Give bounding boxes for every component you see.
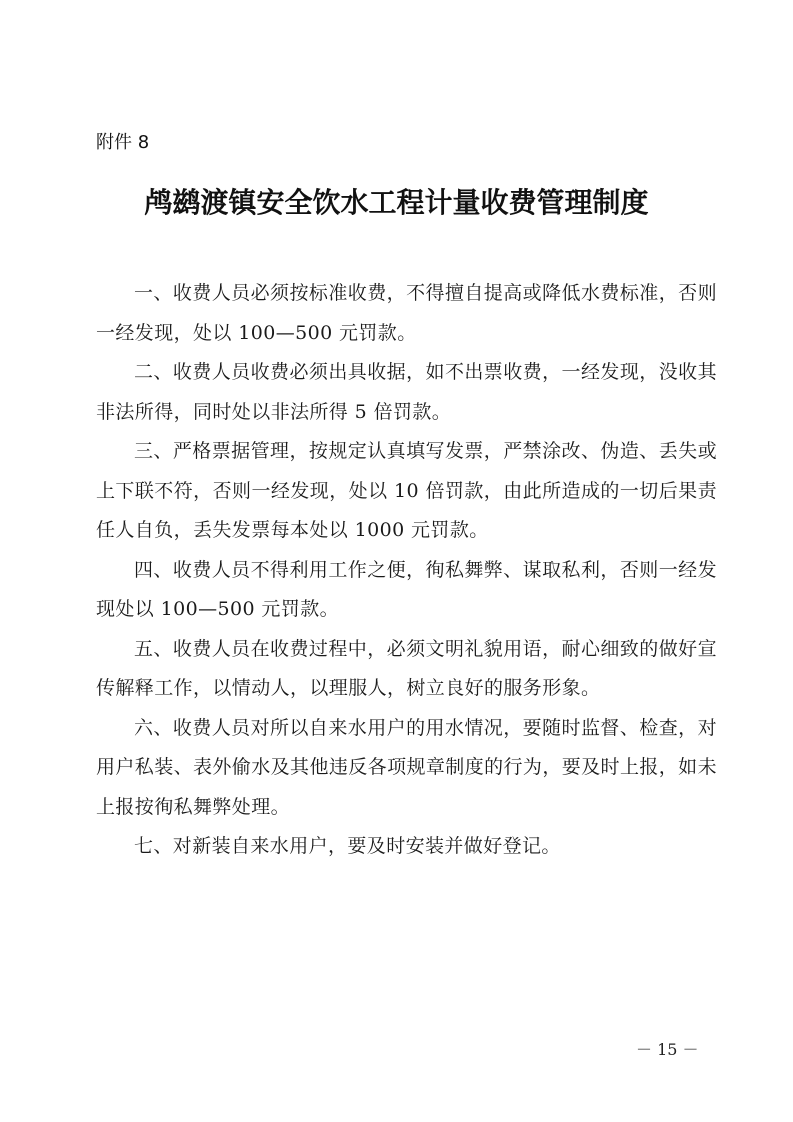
rule-paragraph-6: 六、收费人员对所以自来水用户的用水情况，要随时监督、检查，对用户私装、表外偷水及其他违反各项规章制度的行为，要及时上报，如未上报按徇私舞弊处理。 — [96, 716, 717, 818]
document-title: 鸬鹚渡镇安全饮水工程计量收费管理制度 — [144, 186, 649, 219]
rule-paragraph-4: 四、收费人员不得利用工作之便，徇私舞弊、谋取私利，否则一经发现处以 100—500 元罚款。 — [96, 558, 717, 620]
document-body — [96, 274, 717, 867]
attachment-label: 附件 8 — [96, 132, 150, 153]
rule-paragraph-1: 一、收费人员必须按标准收费，不得擅自提高或降低水费标准，否则一经发现，处以 100—500 元罚款。 — [96, 282, 717, 344]
page-number: － 15 － — [636, 1040, 699, 1059]
rule-paragraph-3: 三、严格票据管理，按规定认真填写发票，严禁涂改、伪造、丢失或上下联不符，否则一经发现，处以 10 倍罚款，由此所造成的一切后果责任人自负，丢失发票每本处以 1000 元罚款。 — [96, 440, 717, 541]
rule-paragraph-7: 七、对新装自来水用户，要及时安装并做好登记。 — [134, 835, 561, 857]
rule-paragraph-2: 二、收费人员收费必须出具收据，如不出票收费，一经发现，没收其非法所得，同时处以非法所得 5 倍罚款。 — [96, 361, 717, 423]
rule-paragraph-5: 五、收费人员在收费过程中，必须文明礼貌用语，耐心细致的做好宣传解释工作，以情动人，以理服人，树立良好的服务形象。 — [96, 637, 717, 699]
